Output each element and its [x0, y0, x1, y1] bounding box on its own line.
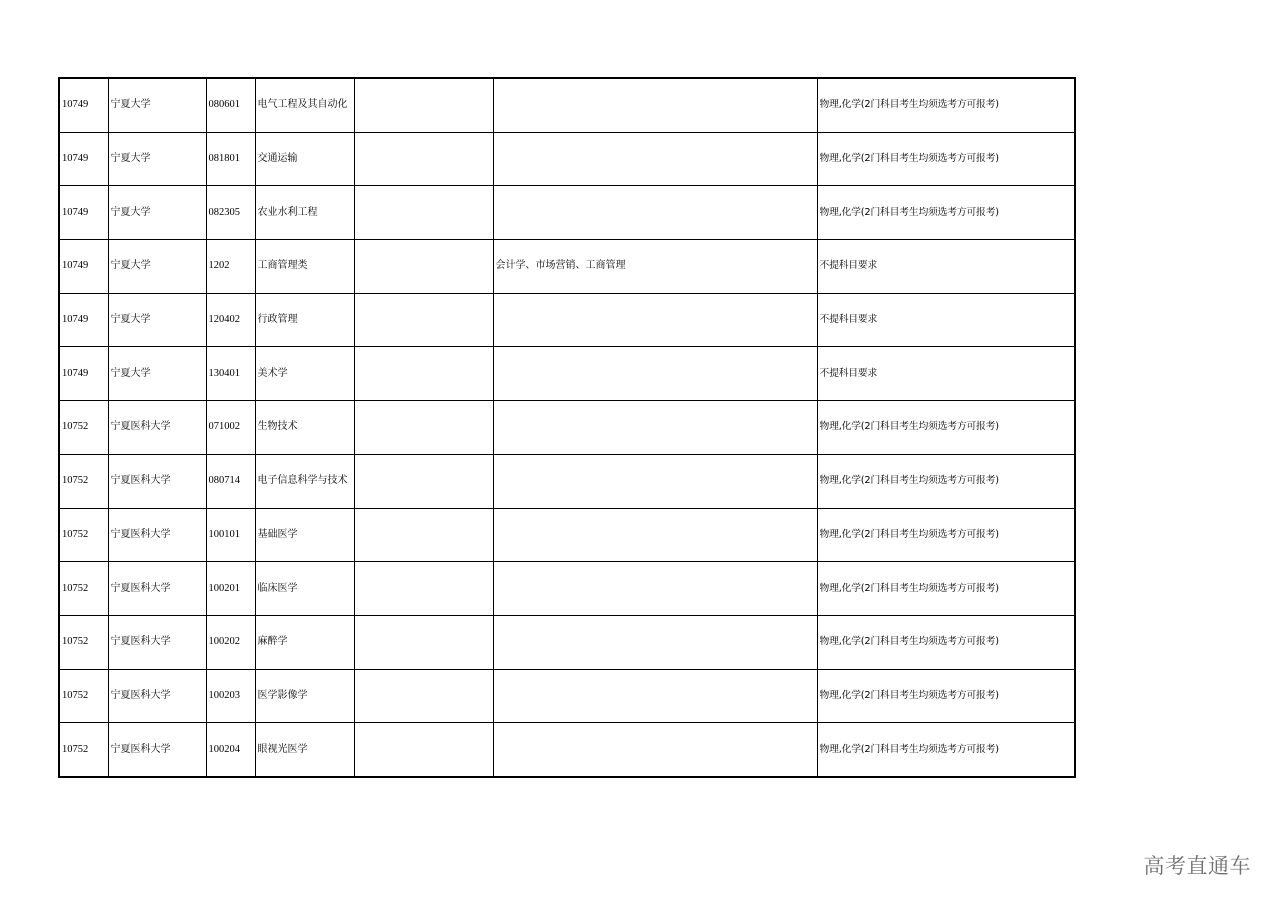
included-majors-cell [493, 669, 817, 723]
included-majors-cell [493, 723, 817, 777]
watermark: 高考直通车 [1143, 854, 1251, 878]
table-row [59, 723, 1075, 777]
school-name-cell: 宁夏大学 [108, 186, 206, 240]
subject-requirement-cell: 物理,化学(2门科目考生均须选考方可报考) [817, 723, 1075, 777]
included-majors-cell [493, 293, 817, 347]
direction-cell [354, 132, 493, 186]
school-name-cell: 宁夏医科大学 [108, 401, 206, 455]
school-code-cell: 10749 [59, 186, 108, 240]
major-name-cell: 电子信息科学与技术 [255, 454, 354, 508]
major-name-cell: 工商管理类 [255, 240, 354, 294]
direction-cell [354, 454, 493, 508]
direction-cell [354, 347, 493, 401]
included-majors-cell [493, 562, 817, 616]
school-name-cell: 宁夏大学 [108, 240, 206, 294]
major-code-cell: 100101 [206, 508, 255, 562]
school-name-cell: 宁夏大学 [108, 347, 206, 401]
major-code-cell: 080714 [206, 454, 255, 508]
major-name-cell: 医学影像学 [255, 669, 354, 723]
major-name-cell: 生物技术 [255, 401, 354, 455]
included-majors-cell [493, 186, 817, 240]
table-row [59, 508, 1075, 562]
direction-cell [354, 669, 493, 723]
school-name-cell: 宁夏医科大学 [108, 454, 206, 508]
school-name-cell: 宁夏医科大学 [108, 562, 206, 616]
school-code-cell: 10749 [59, 132, 108, 186]
subject-requirement-cell: 物理,化学(2门科目考生均须选考方可报考) [817, 78, 1075, 132]
subject-requirement-cell: 物理,化学(2门科目考生均须选考方可报考) [817, 454, 1075, 508]
subject-requirement-cell: 不提科目要求 [817, 293, 1075, 347]
major-code-cell: 071002 [206, 401, 255, 455]
table-row [59, 78, 1075, 132]
major-code-cell: 1202 [206, 240, 255, 294]
school-code-cell: 10752 [59, 401, 108, 455]
major-code-cell: 100203 [206, 669, 255, 723]
major-code-cell: 130401 [206, 347, 255, 401]
major-name-cell: 美术学 [255, 347, 354, 401]
school-code-cell: 10749 [59, 240, 108, 294]
direction-cell [354, 293, 493, 347]
subject-requirement-cell: 物理,化学(2门科目考生均须选考方可报考) [817, 186, 1075, 240]
school-code-cell: 10749 [59, 293, 108, 347]
major-name-cell: 眼视光医学 [255, 723, 354, 777]
school-code-cell: 10752 [59, 508, 108, 562]
major-code-cell: 082305 [206, 186, 255, 240]
table-row [59, 669, 1075, 723]
included-majors-cell [493, 347, 817, 401]
table-row [59, 562, 1075, 616]
direction-cell [354, 401, 493, 455]
major-code-cell: 100201 [206, 562, 255, 616]
table-row [59, 401, 1075, 455]
major-name-cell: 电气工程及其自动化 [255, 78, 354, 132]
major-code-cell: 100202 [206, 615, 255, 669]
table-row [59, 454, 1075, 508]
table-row [59, 132, 1075, 186]
school-code-cell: 10752 [59, 723, 108, 777]
table-row [59, 186, 1075, 240]
included-majors-cell [493, 78, 817, 132]
school-name-cell: 宁夏大学 [108, 293, 206, 347]
included-majors-cell: 会计学、市场营销、工商管理 [493, 240, 817, 294]
school-code-cell: 10749 [59, 347, 108, 401]
direction-cell [354, 562, 493, 616]
school-code-cell: 10752 [59, 615, 108, 669]
major-name-cell: 临床医学 [255, 562, 354, 616]
admission-subject-table [58, 77, 1076, 778]
school-code-cell: 10752 [59, 454, 108, 508]
subject-requirement-cell: 不提科目要求 [817, 240, 1075, 294]
included-majors-cell [493, 615, 817, 669]
major-name-cell: 基础医学 [255, 508, 354, 562]
subject-requirement-cell: 物理,化学(2门科目考生均须选考方可报考) [817, 508, 1075, 562]
major-name-cell: 农业水利工程 [255, 186, 354, 240]
school-name-cell: 宁夏医科大学 [108, 723, 206, 777]
major-name-cell: 行政管理 [255, 293, 354, 347]
major-code-cell: 100204 [206, 723, 255, 777]
direction-cell [354, 508, 493, 562]
direction-cell [354, 615, 493, 669]
school-name-cell: 宁夏医科大学 [108, 508, 206, 562]
major-code-cell: 120402 [206, 293, 255, 347]
subject-requirement-cell: 物理,化学(2门科目考生均须选考方可报考) [817, 615, 1075, 669]
direction-cell [354, 240, 493, 294]
major-code-cell: 080601 [206, 78, 255, 132]
table-row [59, 240, 1075, 294]
subject-requirement-cell: 物理,化学(2门科目考生均须选考方可报考) [817, 562, 1075, 616]
school-code-cell: 10752 [59, 562, 108, 616]
direction-cell [354, 186, 493, 240]
subject-requirement-cell: 物理,化学(2门科目考生均须选考方可报考) [817, 132, 1075, 186]
school-name-cell: 宁夏医科大学 [108, 615, 206, 669]
direction-cell [354, 78, 493, 132]
table-body [59, 78, 1075, 777]
school-name-cell: 宁夏大学 [108, 78, 206, 132]
included-majors-cell [493, 508, 817, 562]
major-name-cell: 交通运输 [255, 132, 354, 186]
included-majors-cell [493, 132, 817, 186]
school-name-cell: 宁夏医科大学 [108, 669, 206, 723]
major-name-cell: 麻醉学 [255, 615, 354, 669]
direction-cell [354, 723, 493, 777]
subject-requirement-cell: 不提科目要求 [817, 347, 1075, 401]
table-row [59, 615, 1075, 669]
major-code-cell: 081801 [206, 132, 255, 186]
included-majors-cell [493, 454, 817, 508]
included-majors-cell [493, 401, 817, 455]
subject-requirement-cell: 物理,化学(2门科目考生均须选考方可报考) [817, 669, 1075, 723]
table-row [59, 293, 1075, 347]
school-code-cell: 10752 [59, 669, 108, 723]
subject-requirement-cell: 物理,化学(2门科目考生均须选考方可报考) [817, 401, 1075, 455]
school-name-cell: 宁夏大学 [108, 132, 206, 186]
table-row [59, 347, 1075, 401]
school-code-cell: 10749 [59, 78, 108, 132]
